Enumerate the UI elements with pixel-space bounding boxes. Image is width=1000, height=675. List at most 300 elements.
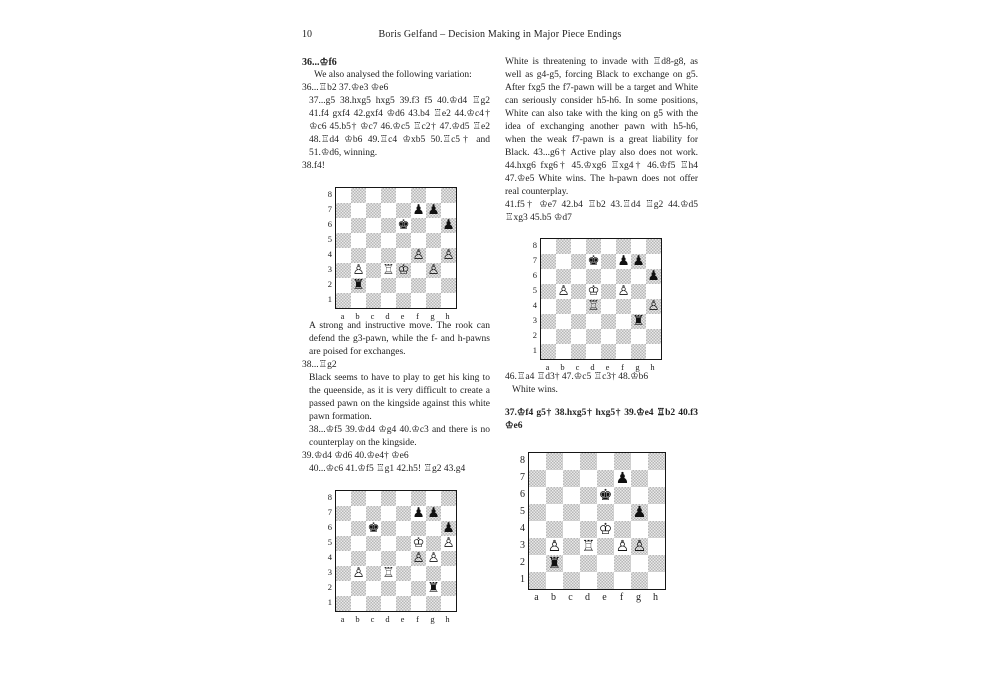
board-square (597, 521, 614, 538)
board-square (648, 572, 665, 589)
board-square (351, 521, 366, 536)
left-column-top-text (302, 56, 490, 173)
board-square (381, 536, 396, 551)
chess-piece: ♚ (397, 217, 410, 233)
board-square (546, 470, 563, 487)
board-square (366, 581, 381, 596)
board-square (381, 521, 396, 536)
board-square (441, 521, 456, 536)
board-square (411, 203, 426, 218)
board-square (631, 314, 646, 329)
board-square (556, 284, 571, 299)
board-square (441, 506, 456, 521)
board-square (616, 314, 631, 329)
board-square (631, 453, 648, 470)
board-square (366, 566, 381, 581)
board-square (546, 521, 563, 538)
board-square (441, 596, 456, 611)
board-square (411, 581, 426, 596)
board-square (411, 218, 426, 233)
chess-piece: ♙ (427, 550, 440, 566)
move-heading: 36...♔f6 (302, 57, 337, 68)
board-square (396, 566, 411, 581)
board-square (381, 491, 396, 506)
board-square (597, 555, 614, 572)
board-square (601, 329, 616, 344)
board-square (441, 218, 456, 233)
board-square (411, 566, 426, 581)
board-square (648, 470, 665, 487)
board-square (646, 314, 661, 329)
board-square (631, 329, 646, 344)
board-square (426, 566, 441, 581)
board-square (646, 269, 661, 284)
board-square (396, 263, 411, 278)
board-square (381, 233, 396, 248)
board-square (336, 491, 351, 506)
board-square (366, 233, 381, 248)
board-square (529, 470, 546, 487)
board-square (351, 188, 366, 203)
board-square (631, 572, 648, 589)
right-column-top-text (505, 56, 698, 225)
board-square (336, 521, 351, 536)
board-square (366, 491, 381, 506)
board-square (580, 572, 597, 589)
board-square (351, 263, 366, 278)
board-square (426, 491, 441, 506)
chess-piece: ♙ (412, 550, 425, 566)
chess-board (528, 452, 666, 590)
board-square (381, 203, 396, 218)
board-square (411, 293, 426, 308)
board-square (396, 536, 411, 551)
file-labels: a b c d e f g h (534, 592, 658, 603)
board-square (648, 555, 665, 572)
board-square (580, 555, 597, 572)
board-square (601, 284, 616, 299)
chess-piece: ♟ (412, 505, 425, 521)
board-square (396, 248, 411, 263)
chess-piece: ♙ (352, 565, 365, 581)
board-square (614, 555, 631, 572)
chess-piece: ♙ (427, 262, 440, 278)
board-square (616, 299, 631, 314)
commentary-paragraph: White is threatening to invade with ♖d8-g8, as well as g4-g5, forcing Black to exchange on g5. After fxg5 the f7-pawn will be a target and White can seriously consider h5-h6. In some positions, White can also take with the king on g5 with the idea of exchanging another pawn with h5-h6, when the weak f7-pawn is a great liability for Black. 43...g6† Active play also does not work. 44.hxg6 fxg6† 45.♔xg6 ♖xg4† 46.♔f5 ♖h4 47.♔e5 White wins. The h-pawn does not offer real counterplay. (505, 57, 698, 197)
board-square (529, 555, 546, 572)
board-square (336, 566, 351, 581)
board-square (556, 299, 571, 314)
board-square (336, 278, 351, 293)
board-square (396, 596, 411, 611)
board-square (426, 263, 441, 278)
board-square (396, 188, 411, 203)
board-square (571, 269, 586, 284)
board-square (571, 239, 586, 254)
board-square (597, 487, 614, 504)
result-line: White wins. (512, 385, 558, 395)
board-square (529, 521, 546, 538)
chess-diagram-2 (324, 490, 457, 624)
board-square (351, 491, 366, 506)
board-square (631, 521, 648, 538)
board-square (646, 254, 661, 269)
board-square (351, 218, 366, 233)
page-number: 10 (302, 29, 312, 40)
board-square (426, 506, 441, 521)
board-square (411, 248, 426, 263)
board-square (411, 551, 426, 566)
chess-piece: ♙ (557, 283, 570, 299)
chess-piece: ♔ (598, 520, 613, 538)
board-square (614, 538, 631, 555)
board-square (336, 248, 351, 263)
board-square (336, 536, 351, 551)
board-square (580, 487, 597, 504)
board-square (648, 504, 665, 521)
board-square (631, 487, 648, 504)
chess-board (335, 187, 457, 309)
board-square (616, 344, 631, 359)
board-square (646, 344, 661, 359)
running-header-title: Boris Gelfand – Decision Making in Major Piece Endings (378, 29, 622, 40)
board-square (396, 521, 411, 536)
board-square (351, 278, 366, 293)
board-square (586, 314, 601, 329)
board-square (381, 596, 396, 611)
board-square (396, 203, 411, 218)
board-square (631, 470, 648, 487)
board-square (351, 581, 366, 596)
board-square (631, 254, 646, 269)
chess-piece: ♔ (412, 535, 425, 551)
board-square (366, 551, 381, 566)
board-square (396, 581, 411, 596)
board-square (411, 278, 426, 293)
board-square (366, 248, 381, 263)
board-square (586, 329, 601, 344)
board-square (597, 470, 614, 487)
board-square (614, 470, 631, 487)
board-square (571, 329, 586, 344)
board-square (563, 453, 580, 470)
chess-piece: ♟ (427, 202, 440, 218)
board-square (597, 504, 614, 521)
move-line: 46.♖a4 ♖d3† 47.♔c5 ♖c3† 48.♔b6 (505, 372, 649, 382)
move-line: 39.♔d4 ♔d6 40.♔e4† ♔e6 (302, 451, 409, 461)
chess-piece: ♙ (617, 283, 630, 299)
chess-board (540, 238, 662, 360)
chess-piece: ♚ (587, 253, 600, 269)
board-square (616, 269, 631, 284)
file-labels: a b c d e f g h (340, 311, 450, 321)
board-square (441, 203, 456, 218)
rank-labels: 8 7 6 5 4 3 2 1 (520, 455, 525, 585)
chess-piece: ♜ (352, 277, 365, 293)
chess-diagram-1 (324, 187, 457, 321)
board-square (571, 344, 586, 359)
board-square (563, 538, 580, 555)
board-square (381, 248, 396, 263)
board-square (546, 572, 563, 589)
board-square (381, 551, 396, 566)
board-square (614, 453, 631, 470)
board-square (441, 263, 456, 278)
board-square (614, 572, 631, 589)
board-square (426, 218, 441, 233)
board-square (631, 344, 646, 359)
board-square (556, 314, 571, 329)
board-square (366, 203, 381, 218)
board-square (529, 504, 546, 521)
chess-piece: ♙ (442, 535, 455, 551)
variation-line: 40...♔c6 41.♔f5 ♖g1 42.h5! ♖g2 43.g4 (309, 464, 466, 474)
chess-board (335, 490, 457, 612)
chess-piece: ♟ (412, 202, 425, 218)
chess-piece: ♖ (587, 298, 600, 314)
board-square (631, 269, 646, 284)
chess-piece: ♟ (427, 505, 440, 521)
board-square (646, 284, 661, 299)
board-square (563, 572, 580, 589)
board-square (541, 314, 556, 329)
board-square (396, 233, 411, 248)
board-square (411, 521, 426, 536)
board-square (586, 299, 601, 314)
board-square (648, 487, 665, 504)
board-square (336, 293, 351, 308)
board-square (351, 233, 366, 248)
board-square (381, 263, 396, 278)
board-square (441, 566, 456, 581)
board-square (601, 299, 616, 314)
board-square (426, 278, 441, 293)
board-square (426, 233, 441, 248)
board-square (336, 218, 351, 233)
chess-piece: ♟ (615, 469, 630, 487)
board-square (426, 536, 441, 551)
chess-piece: ♟ (442, 217, 455, 233)
board-square (616, 239, 631, 254)
board-square (381, 581, 396, 596)
chess-piece: ♟ (632, 503, 647, 521)
board-square (396, 551, 411, 566)
file-labels: a b c d e f g h (545, 362, 655, 372)
board-square (571, 254, 586, 269)
board-square (366, 263, 381, 278)
board-square (336, 506, 351, 521)
board-square (336, 551, 351, 566)
chess-piece: ♙ (615, 537, 630, 555)
chess-piece: ♟ (442, 520, 455, 536)
move-line: 36...♖b2 37.♔e3 ♔e6 (302, 83, 389, 93)
chess-piece: ♔ (397, 262, 410, 278)
board-square (580, 521, 597, 538)
board-square (580, 538, 597, 555)
board-square (336, 188, 351, 203)
board-square (396, 278, 411, 293)
chess-piece: ♜ (547, 554, 562, 572)
commentary-paragraph: A strong and instructive move. The rook can defend the g3-pawn, while the f- and h-pawns are poised for exchanges. (309, 321, 490, 357)
board-square (601, 314, 616, 329)
chess-piece: ♟ (632, 253, 645, 269)
board-square (631, 239, 646, 254)
board-square (366, 506, 381, 521)
right-column-lower-text (505, 371, 698, 433)
board-square (426, 203, 441, 218)
board-square (441, 293, 456, 308)
board-square (601, 344, 616, 359)
board-square (601, 254, 616, 269)
chess-piece: ♜ (427, 580, 440, 596)
board-square (546, 487, 563, 504)
board-square (441, 581, 456, 596)
board-square (426, 293, 441, 308)
chess-diagram-4 (517, 452, 666, 603)
board-square (396, 293, 411, 308)
chess-piece: ♖ (581, 537, 596, 555)
board-square (556, 239, 571, 254)
chess-piece: ♙ (442, 247, 455, 263)
variation-paragraph: 37...g5 38.hxg5 hxg5 39.f3 f5 40.♔d4 ♖g2 41.f4 gxf4 42.gxf4 ♔d6 43.b4 ♖e2 44.♔c4† ♔c6 45.b5† ♔c7 46.♔c5 ♖c2† 47.♔d5 ♖e2 48.♖d4 ♔b6 49.♖c4 ♔xb5 50.♖c5† and 51.♔d6, winning. (309, 96, 490, 158)
board-square (336, 263, 351, 278)
board-square (580, 453, 597, 470)
board-square (441, 536, 456, 551)
chess-piece: ♙ (352, 262, 365, 278)
main-line-bold: 37.♔f4 g5† 38.hxg5† hxg5† 39.♔e4 ♖b2 40.f3 ♔e6 (505, 408, 698, 431)
move-line: 38...♖g2 (302, 360, 337, 370)
board-square (586, 269, 601, 284)
board-square (648, 538, 665, 555)
board-square (601, 269, 616, 284)
board-square (411, 263, 426, 278)
board-square (546, 453, 563, 470)
board-square (381, 293, 396, 308)
chess-piece: ♟ (617, 253, 630, 269)
board-square (411, 188, 426, 203)
board-square (541, 329, 556, 344)
chess-piece: ♜ (632, 313, 645, 329)
board-square (366, 278, 381, 293)
chess-piece: ♙ (647, 298, 660, 314)
board-square (411, 596, 426, 611)
board-square (646, 329, 661, 344)
board-square (426, 188, 441, 203)
board-square (396, 506, 411, 521)
move-line: 38.f4! (302, 161, 325, 171)
board-square (411, 506, 426, 521)
board-square (586, 239, 601, 254)
board-square (426, 596, 441, 611)
board-square (366, 188, 381, 203)
board-square (426, 521, 441, 536)
board-square (381, 566, 396, 581)
board-square (426, 248, 441, 263)
board-square (396, 218, 411, 233)
board-square (351, 506, 366, 521)
board-square (648, 453, 665, 470)
chess-piece: ♙ (632, 537, 647, 555)
board-square (597, 453, 614, 470)
board-square (556, 269, 571, 284)
board-square (646, 239, 661, 254)
board-square (441, 188, 456, 203)
board-square (381, 506, 396, 521)
board-square (351, 596, 366, 611)
board-square (411, 491, 426, 506)
board-square (351, 293, 366, 308)
board-square (366, 293, 381, 308)
chess-piece: ♙ (412, 247, 425, 263)
board-square (616, 284, 631, 299)
board-square (563, 470, 580, 487)
board-square (601, 239, 616, 254)
commentary-paragraph: Black seems to have to play to get his king to the queenside, as it is very difficult to create a passed pawn on the kingside against this white pawn formation. (309, 373, 490, 422)
board-square (541, 239, 556, 254)
board-square (351, 203, 366, 218)
board-square (441, 233, 456, 248)
board-square (614, 504, 631, 521)
chess-piece: ♚ (367, 520, 380, 536)
board-square (563, 504, 580, 521)
board-square (546, 555, 563, 572)
board-square (336, 203, 351, 218)
board-square (426, 581, 441, 596)
board-square (563, 487, 580, 504)
board-square (571, 284, 586, 299)
board-square (616, 329, 631, 344)
board-square (631, 504, 648, 521)
rank-labels: 8 7 6 5 4 3 2 1 (327, 492, 332, 607)
left-column-middle-text (302, 320, 490, 476)
variation-paragraph: 38...♔f5 39.♔d4 ♔g4 40.♔c3 and there is no counterplay on the kingside. (309, 425, 490, 448)
chess-diagram-3 (529, 238, 662, 372)
board-square (571, 314, 586, 329)
board-square (411, 536, 426, 551)
board-square (586, 344, 601, 359)
board-square (556, 254, 571, 269)
board-square (336, 581, 351, 596)
board-square (529, 453, 546, 470)
board-square (563, 521, 580, 538)
board-square (546, 538, 563, 555)
board-square (351, 536, 366, 551)
file-labels: a b c d e f g h (340, 614, 450, 624)
board-square (529, 572, 546, 589)
board-square (351, 248, 366, 263)
chess-piece: ♖ (382, 262, 395, 278)
chess-piece: ♖ (382, 565, 395, 581)
board-square (648, 521, 665, 538)
board-square (441, 248, 456, 263)
variation-paragraph: 41.f5† ♔e7 42.b4 ♖b2 43.♖d4 ♖g2 44.♔d5 ♖xg3 45.b5 ♔d7 (505, 200, 698, 223)
board-square (366, 521, 381, 536)
board-square (426, 551, 441, 566)
board-square (580, 504, 597, 521)
board-square (541, 284, 556, 299)
board-square (529, 538, 546, 555)
board-square (381, 218, 396, 233)
board-square (366, 596, 381, 611)
board-square (441, 278, 456, 293)
board-square (336, 596, 351, 611)
intro-sentence: We also analysed the following variation: (314, 70, 472, 80)
board-square (631, 555, 648, 572)
board-square (381, 188, 396, 203)
board-square (563, 555, 580, 572)
board-square (396, 491, 411, 506)
board-square (597, 572, 614, 589)
